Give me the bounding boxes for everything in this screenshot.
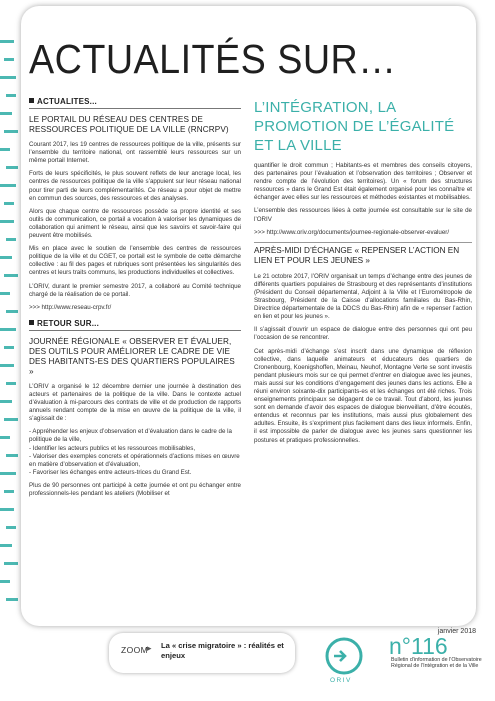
paragraph: Alors que chaque centre de ressources possède sa propre identité et ses outils de communication, ce portail a vocation à valoriser les dynamiques de collaboration qui animent le réseau, ainsi que les savoirs et savoir-faire qui peuvent être mobilisés. [29,207,241,240]
zoom-label: ZOOM [121,645,149,655]
decorative-bars [0,0,22,701]
paragraph: L’ensemble des ressources liées à cette journée est consultable sur le site de l’ORIV [254,207,472,223]
list-item: - Identifier les acteurs publics et les ressources mobilisables, [29,444,196,452]
logo-text: ORIV [330,677,352,684]
list-item: - Valoriser des exemples concrets et opérationnels d’actions mises en œuvre en matière d’observation et d’évaluation, [29,452,240,468]
article-title-apres-midi: APRÈS-MIDI D’ÉCHANGE « REPENSER L’ACTION EN LIEN ET POUR LES JEUNES » [254,242,472,267]
issue-number: n°116 [389,633,448,659]
right-column [254,162,472,450]
article-title-portail: LE PORTAIL DU RÉSEAU DES CENTRES DE RESSOURCES POLITIQUE DE LA VILLE (RNCRPV) [29,115,229,135]
objectives-list [29,428,241,477]
issue-date: janvier 2018 [437,628,476,635]
issue-block [383,628,488,670]
section-label: ACTUALITES... [37,97,97,106]
section-actualites-header [29,98,241,109]
link-reseau-crpv[interactable]: >>> http://www.reseau-crpv.fr/ [29,303,112,311]
square-bullet-icon [29,98,34,103]
feature-title: L’INTÉGRATION, LA PROMOTION DE L’ÉGALITÉ ET LA VILLE [254,99,455,154]
section-label: RETOUR SUR... [37,318,100,328]
page-headline: ACTUALITÉS SUR… [29,36,397,82]
paragraph: L’ORIV, durant le premier semestre 2017, a collaboré au Comité technique chargé de la réalisation de ce portail. [29,282,241,298]
zoom-article-title: La « crise migratoire » : réalités et enjeux [161,641,284,660]
article-card [21,6,476,626]
paragraph: Plus de 90 personnes ont participé à cette journée et ont pu échanger entre professionnels-les pendant les ateliers (Mobiliser et [29,481,241,497]
paragraph: Cet après-midi d’échange s’est inscrit dans une dynamique de réflexion collective, dans laquelle animateurs et éducateurs des quartiers de Cronenbourg, Koenigshoffen, Meinau, Neuhof, Montagne Verte se sont investis pendant plusieurs mois sur ce qui permet d’entrer en dialogue avec les jeunes, mais aussi sur les conditions d’engagement des jeunes dans les actions. Elle a réuni environ soixante-dix participants-es et les échanges ont été riches. Trois enseignements principaux se dégagent de ce travail. Tout d’abord, les jeunes sont en demande d’avoir des espaces de dialogue bienveillant, d’être écoutés, entendus et reconnus par les institutions, mais aussi plus globalement des adultes. Ensuite, ils s’expriment plus facilement dans des lieux informels. Enfin, il est impossible de parler de dialogue avec les jeunes sans questionner les postures et pratiques professionnelles. [254,347,472,444]
article-title-journee: JOURNÉE RÉGIONALE « OBSERVER ET ÉVALUER, DES OUTILS POUR AMÉLIORER LE CADRE DE VIE DES HABITANTS-ES DES QUARTIERS POPULAIRES » [29,336,235,376]
paragraph: Mis en place avec le soutien de l’ensemble des centres de ressources politique de la ville et du CGET, ce portail est le symbole de cette démarche collective : au fil des pages et rubriques sont présentées les singularités des centres et leurs traits communs, les productions individuelles et collectives. [29,245,241,277]
paragraph: Forts de leurs spécificités, le plus souvent reflets de leur ancrage local, les centres de ressources politique de la ville s’appuient sur leur réseau national pour tirer parti de leurs complémentarités. Ce réseau a pour objet de mettre en commun des sources, des ressources et des analyses. [29,170,241,202]
left-column [29,98,241,503]
paragraph: quantifier le droit commun ; Habitants-es et membres des conseils citoyens, des partenaires pour l’évaluation et l’observation des territoires ; Observer et rendre compte de l’évolution des territoires). Un « forum des structures ressources » dans le Grand Est était également organisé pour les connaître et échanger avec elles sur les ressources et méthodes existantes et mobilisables. [254,162,472,202]
paragraph: Courant 2017, les 19 centres de ressources politique de la ville, présents sur l’ensemble du territoire national, ont rassemblé leurs ressources sur un même portail Internet. [29,141,241,165]
arrow-right-icon: ▸ [147,643,152,653]
paragraph: Le 21 octobre 2017, l’ORIV organisait un temps d’échange entre des jeunes de différents quartiers populaires de Strasbourg et des représentants d’institutions (Président du Conseil départemental, Adjoint à la Ville et l’Eurométropole de Strasbourg, Président de la Caisse d’allocations familiales du Bas-Rhin, Directrice départementale de la DDCS du Bas-Rhin) afin de « repenser l’action en lien et pour les jeunes ». [254,272,472,321]
section-retour-header [29,320,241,331]
square-bullet-icon [29,320,34,325]
issue-subtitle: Bulletin d’information de l’Observatoire Régional de l’Intégration et de la Ville [391,657,482,670]
link-oriv-journee[interactable]: >>> http://www.oriv.org/documents/journee-regionale-observer-evaluer/ [254,228,450,236]
paragraph: L’ORIV a organisé le 12 décembre dernier une journée à destination des acteurs et partenaires de la politique de la ville. Dans le contexte actuel d’évaluation à mi-parcours des contrats de ville et de production de rapports annuels rendant compte de la mise en œuvre de la politique de la ville, il s’agissait de : [29,382,241,423]
zoom-box[interactable] [109,633,295,673]
list-item: - Appréhender les enjeux d’observation et d’évaluation dans le cadre de la politique de la ville, [29,428,232,444]
list-item: - Favoriser les échanges entre acteurs-trices du Grand Est. [29,468,192,476]
paragraph: Il s’agissait d’ouvrir un espace de dialogue entre des personnes qui ont peu l’occasion de se rencontrer. [254,326,472,342]
